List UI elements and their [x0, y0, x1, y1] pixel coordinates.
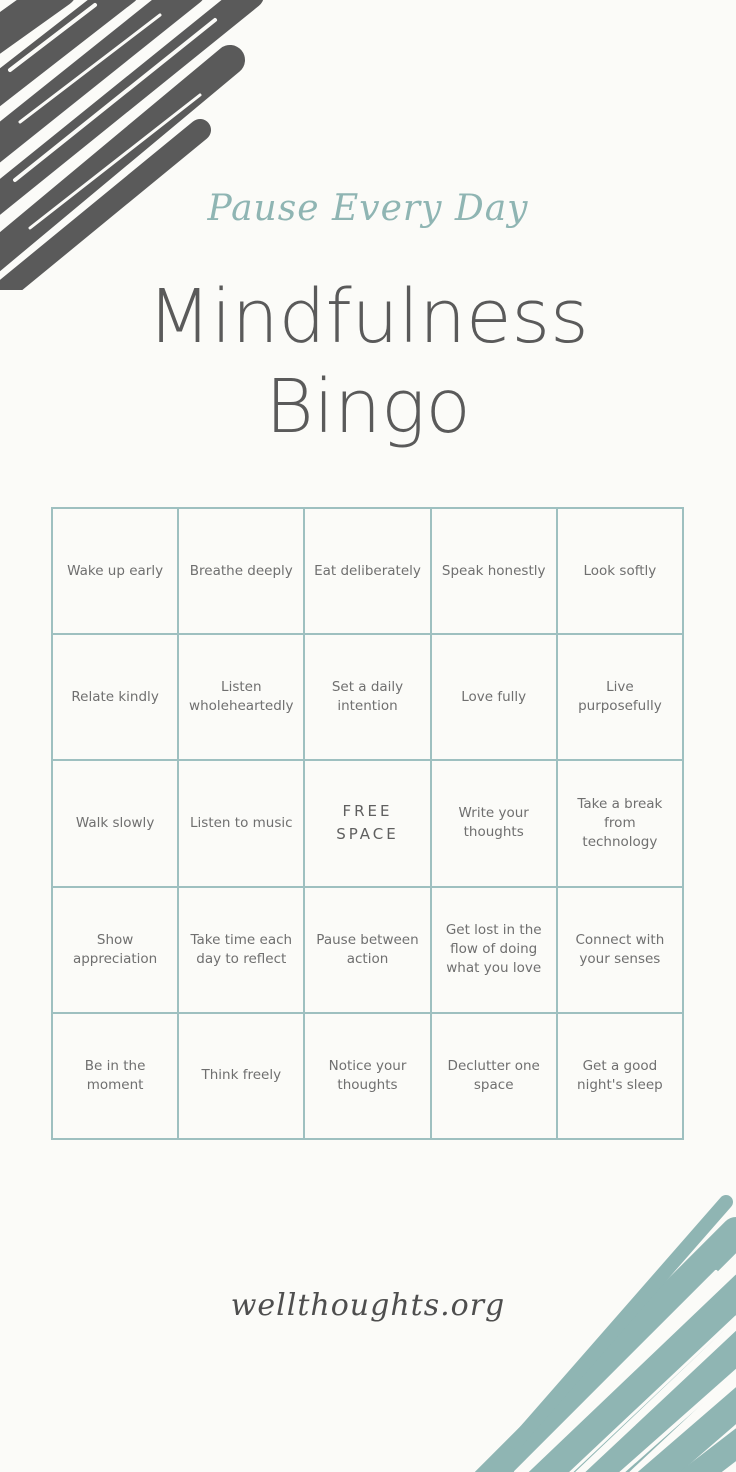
page-title-line-1: Mindfulness [147, 274, 589, 360]
bingo-cell: Breathe deeply [179, 509, 305, 635]
bingo-cell: Be in the moment [53, 1014, 179, 1140]
bingo-cell: Write your thoughts [432, 761, 558, 887]
bingo-cell: Take a break from technology [558, 761, 684, 887]
bingo-cell: Get a good night's sleep [558, 1014, 684, 1140]
bingo-cell: Get lost in the flow of doing what you love [432, 888, 558, 1014]
free-space-cell: FREE SPACE [305, 761, 431, 887]
bingo-cell: Wake up early [53, 509, 179, 635]
bingo-cell: Walk slowly [53, 761, 179, 887]
page-title-line-2: Bingo [265, 364, 471, 450]
bingo-cell: Declutter one space [432, 1014, 558, 1140]
bingo-cell: Look softly [558, 509, 684, 635]
bingo-cell: Relate kindly [53, 635, 179, 761]
bingo-cell: Speak honestly [432, 509, 558, 635]
bingo-cell: Set a daily intention [305, 635, 431, 761]
brush-stroke-teal-decoration [436, 1192, 736, 1472]
bingo-board [51, 507, 684, 1140]
bingo-cell: Listen to music [179, 761, 305, 887]
bingo-cell: Take time each day to reflect [179, 888, 305, 1014]
subtitle: Pause Every Day [207, 188, 529, 229]
brush-stroke-dark-decoration [0, 0, 280, 290]
bingo-cell: Pause between action [305, 888, 431, 1014]
bingo-cell: Eat deliberately [305, 509, 431, 635]
bingo-cell: Show appreciation [53, 888, 179, 1014]
bingo-cell: Connect with your senses [558, 888, 684, 1014]
bingo-cell: Think freely [179, 1014, 305, 1140]
website-footer: wellthoughts.org [230, 1288, 506, 1323]
bingo-cell: Live purposefully [558, 635, 684, 761]
bingo-cell: Listen wholeheartedly [179, 635, 305, 761]
bingo-cell: Notice your thoughts [305, 1014, 431, 1140]
bingo-cell: Love fully [432, 635, 558, 761]
